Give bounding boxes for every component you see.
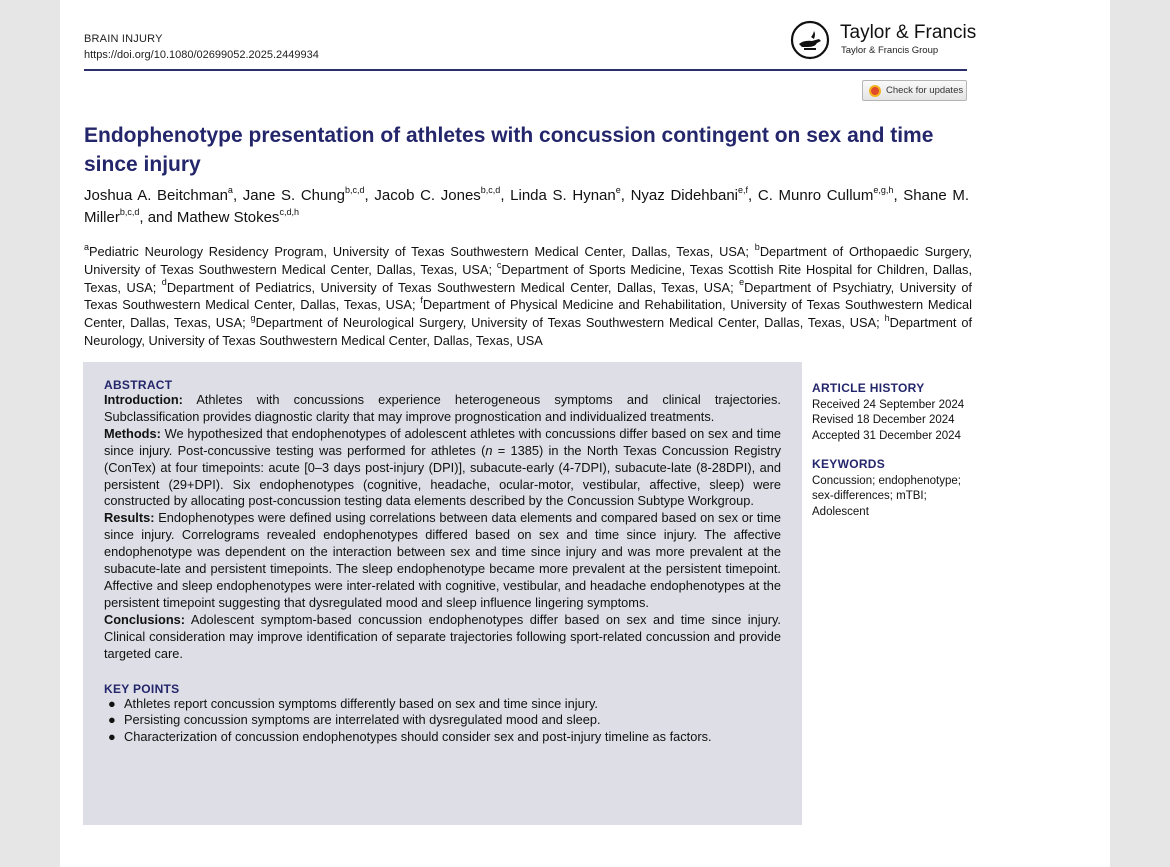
revised-date: Revised 18 December 2024 (812, 414, 955, 426)
abstract-methods (104, 426, 781, 511)
author-name: Jane S. Chung (242, 187, 346, 204)
affiliation-marker: h (884, 312, 890, 323)
author-affiliation-marker: a (227, 185, 233, 195)
conclusions-text: Adolescent symptom-based concussion endophenotypes differ based on sex and time since injury. Clinical consideration may improve identification of separate trajectories following sport-related concussion and provide targeted care. (104, 611, 781, 661)
abstract-introduction (104, 392, 781, 426)
crossmark-icon (869, 85, 881, 97)
author[interactable] (243, 187, 365, 204)
author-affiliation-marker: e,f (738, 185, 749, 195)
author-affiliation-marker: e,g,h (873, 185, 894, 195)
publisher-lamp-icon (790, 20, 830, 60)
received-date: Received 24 September 2024 (812, 398, 965, 411)
affiliation-text: Department of Neurology, University of Texas Southwestern Medical Center, Dallas, Texas, USA (84, 315, 972, 348)
key-point-text: Persisting concussion symptoms are interrelated with dysregulated mood and sleep. (124, 712, 601, 728)
methods-text-1: We hypothesized that endophenotypes of adolescent athletes with concussions differ based on sex and time since injury. Post-concussive testing was performed for athletes ( (104, 425, 781, 458)
key-point-text: Athletes report concussion symptoms differently based on sex and time since injury. (124, 695, 598, 711)
author-name: Mathew Stokes (176, 209, 280, 226)
journal-name: BRAIN INJURY (84, 33, 163, 45)
affiliation-text: Department of Psychiatry, University of Texas Southwestern Medical Center, Dallas, Texas, USA; (84, 279, 972, 313)
check-for-updates-button[interactable] (862, 80, 967, 101)
abstract-heading: ABSTRACT (104, 378, 173, 392)
affiliations (84, 243, 972, 350)
abstract-body (104, 392, 781, 663)
affiliation-marker: c (496, 259, 502, 270)
check-for-updates-label: Check for updates (886, 85, 964, 96)
author[interactable] (758, 187, 894, 204)
author-name: Shane M. Miller (84, 187, 969, 226)
keywords-heading: KEYWORDS (812, 457, 886, 471)
author-affiliation-marker: b,c,d (119, 207, 140, 217)
affiliation-marker: f (420, 295, 423, 306)
author-affiliation-marker: b,c,d (480, 185, 501, 195)
affiliation-marker: b (754, 241, 760, 252)
affiliation-marker: e (739, 277, 745, 288)
author-list: Joshua A. Beitchman$^a$, Jane S. Chung$^{b,c,d}$, Jacob C. Jones$^{b,c,d}$, Linda S. Hynan$^e$, Nyaz Didehbani$^{e,f}$, C. Munro Cullum$^{e,g,h}$, Shane M. Miller$^{b,c,d}$, and Mathew Stokes$^{c,d,h}$ (84, 185, 969, 226)
header-rule (84, 69, 967, 71)
affiliation-text: Department of Orthopaedic Surgery, University of Texas Southwestern Medical Center, Dallas, Texas, USA; (84, 244, 972, 277)
methods-text-2: = 1385) in the North Texas Concussion Registry (ConTex) at four timepoints: acute [0–3 days post-injury (DPI)], subacute-early (4-7DPI), subacute-late (8-28DPI), and persistent (29+DPI). Six endophenotypes (cognitive, headache, ocular-motor, vestibular, affective, sleep) were constructed by allocating post-concussion testing data elements described by the Concussion Subtype Workgroup. (104, 442, 781, 509)
affiliation-text: Pediatric Neurology Residency Program, University of Texas Southwestern Medical Center, Dallas, Texas, USA; (89, 244, 755, 259)
affiliation-marker: d (161, 277, 167, 288)
article-history-heading: ARTICLE HISTORY (812, 381, 925, 395)
author-name: C. Munro Cullum (757, 187, 874, 204)
results-text: Endophenotypes were defined using correlations between data elements and compared based on sex or time since injury. Correlograms revealed endophenotypes differed based on sex and time since injury. The affective endophenotype was dependent on the interaction between sex and time since injury and was more prevalent at the subacute-late and persistent timepoints. The sleep endophenotype became more prevalent at the persistent timepoint. Affective and sleep endophenotypes were inter-related with cognitive, vestibular, and headache endophenotypes at the persistent timepoint suggesting that dysregulated mood and sleep influence lingering symptoms. (104, 510, 781, 610)
author-name: Linda S. Hynan (510, 187, 616, 204)
author-affiliation-marker: e (615, 185, 621, 195)
key-point-item (104, 712, 781, 729)
author[interactable] (177, 209, 299, 226)
doi-link[interactable]: https://doi.org/10.1080/02699052.2025.2449934 (84, 49, 319, 61)
author-name: Nyaz Didehbani (630, 187, 738, 204)
publisher-name: Taylor & Francis (840, 22, 977, 43)
abstract-box (83, 362, 802, 825)
key-point-item (104, 696, 781, 713)
publisher-logo[interactable] (790, 18, 980, 62)
publisher-group: Taylor & Francis Group (841, 45, 939, 56)
author-name: Joshua A. Beitchman (84, 187, 228, 204)
affiliation-marker: g (250, 312, 256, 323)
results-label: Results: (104, 510, 155, 526)
affiliation-text: Department of Sports Medicine, Texas Scottish Rite Hospital for Children, Dallas, Texas, USA; (84, 261, 973, 295)
affiliation-text: Department of Physical Medicine and Rehabilitation, University of Texas Southwestern Medical Center, Dallas, Texas, USA; (84, 297, 972, 331)
bullet-icon: ● (108, 712, 116, 728)
conclusions-label: Conclusions: (104, 611, 186, 627)
introduction-label: Introduction: (104, 392, 183, 407)
author[interactable] (374, 187, 500, 204)
abstract-conclusions (104, 612, 781, 663)
bullet-icon: ● (108, 695, 116, 711)
article-title: Endophenotype presentation of athletes with concussion contingent on sex and time since injury (84, 124, 934, 176)
author[interactable] (84, 187, 233, 204)
author[interactable] (631, 187, 748, 204)
key-point-text: Characterization of concussion endophenotypes should consider sex and post-injury timeline as factors. (124, 729, 712, 745)
author-affiliation-marker: c,d,h (279, 207, 299, 217)
accepted-date: Accepted 31 December 2024 (812, 429, 961, 442)
key-points-list (104, 696, 781, 747)
keywords-list: Concussion; endophenotype; sex-differences; mTBI; Adolescent (812, 474, 961, 518)
key-points-heading: KEY POINTS (104, 681, 180, 696)
affiliation-marker: a (84, 241, 90, 252)
author-name: Jacob C. Jones (374, 187, 481, 204)
affiliation-text: Department of Neurological Surgery, University of Texas Southwestern Medical Center, Dallas, Texas, USA; (255, 315, 885, 331)
introduction-text: Athletes with concussions experience heterogeneous symptoms and clinical trajectories. Subclassification provides diagnostic clarity that may improve prognostication and individualized treatments. (104, 392, 781, 424)
article-sidebar (812, 381, 972, 520)
methods-label: Methods: (104, 425, 161, 441)
methods-n-symbol: n (485, 442, 493, 458)
author-affiliation-marker: b,c,d (345, 185, 365, 195)
author[interactable] (510, 187, 621, 204)
abstract-results (104, 510, 781, 611)
affiliation-text: Department of Pediatrics, University of Texas Southwestern Medical Center, Dallas, Texas, USA; (166, 279, 740, 295)
key-point-item (104, 729, 781, 746)
bullet-icon: ● (108, 729, 116, 745)
